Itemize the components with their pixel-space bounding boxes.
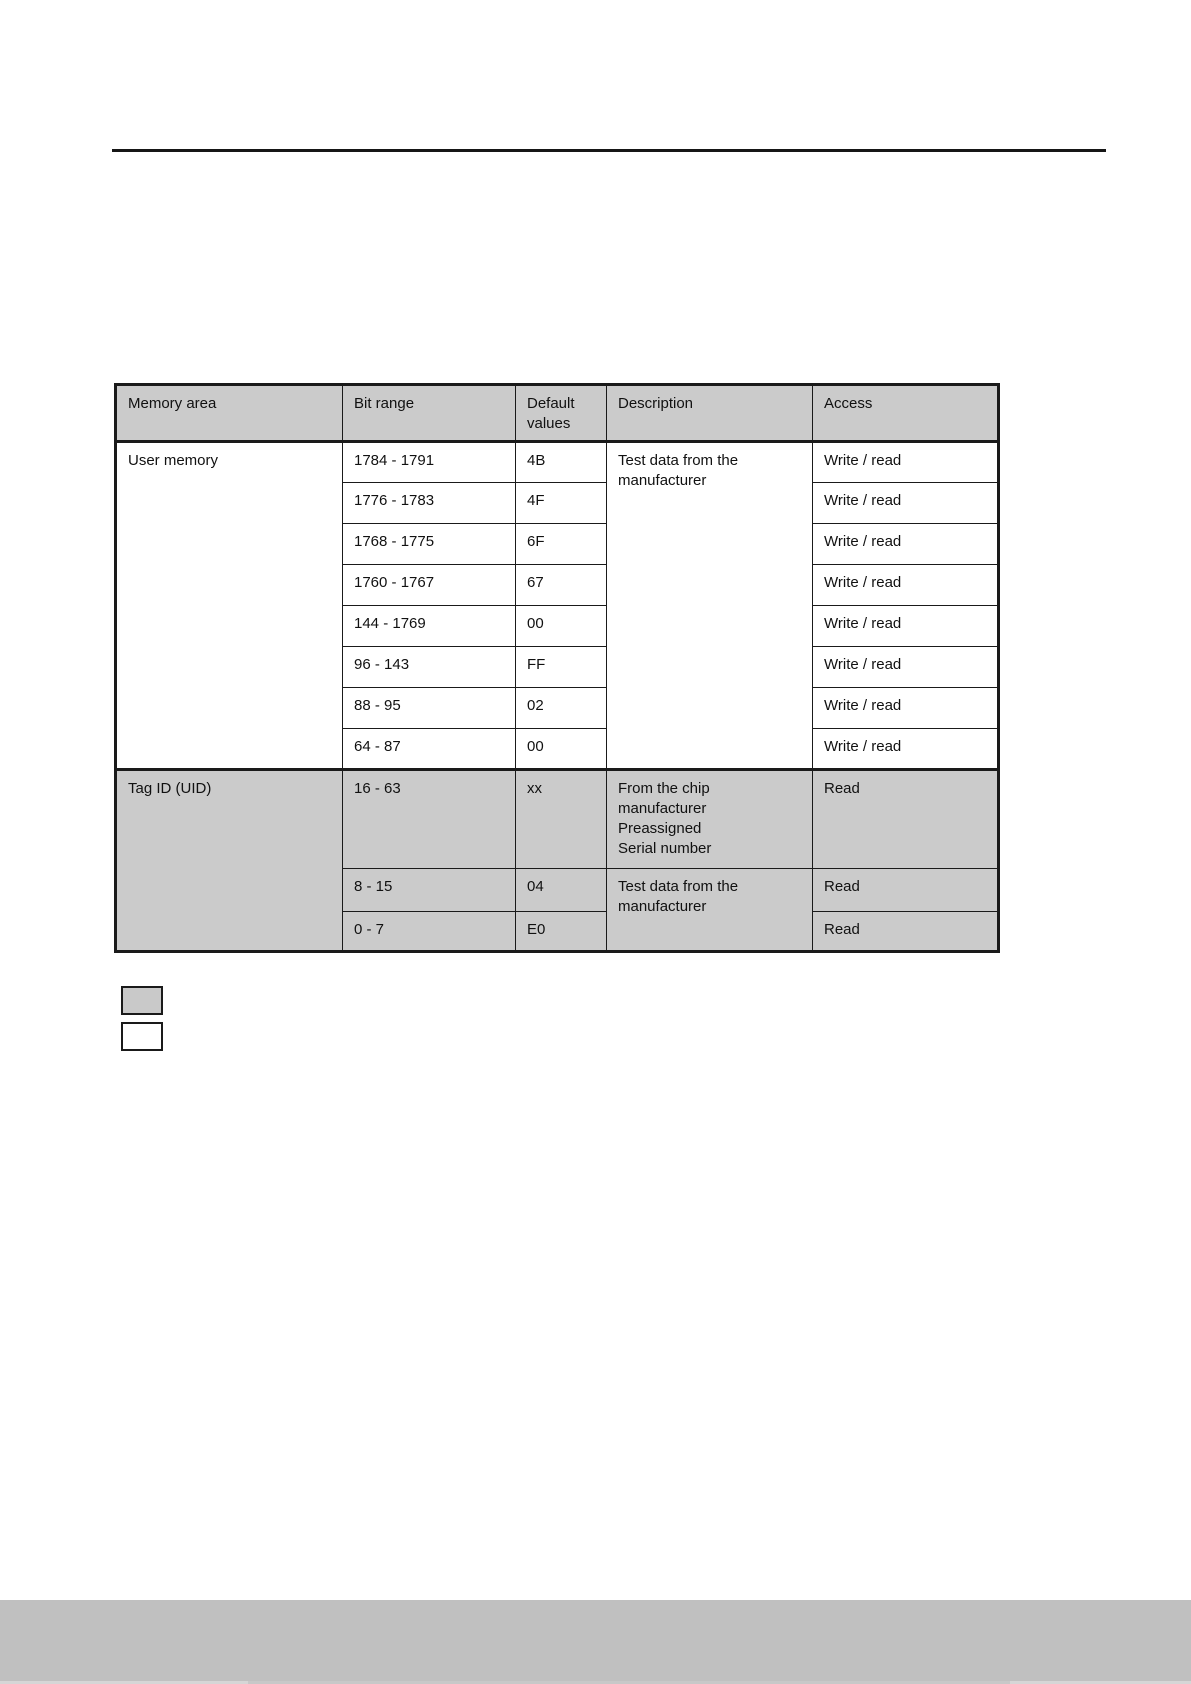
cell-access: Read: [813, 869, 999, 912]
description-line: From the chip: [618, 780, 710, 797]
cell-description: Test data from the manufacturer: [607, 442, 813, 770]
description-line: Preassigned: [618, 820, 702, 837]
table-row: [116, 770, 999, 869]
cell-bit-range: 16 - 63: [343, 770, 516, 869]
cell-bit-range: 1784 - 1791: [343, 442, 516, 483]
cell-access: Write / read: [813, 442, 999, 483]
cell-default-values: 6F: [516, 524, 607, 565]
cell-bit-range: 8 - 15: [343, 869, 516, 912]
header-cell-default-values: Default values: [516, 385, 607, 442]
header-cell-memory-area: Memory area: [116, 385, 343, 442]
legend-swatch-unshaded: [121, 1022, 163, 1051]
memory-table: [114, 383, 1000, 953]
cell-default-values: 00: [516, 729, 607, 770]
legend-swatch-shaded: [121, 986, 163, 1015]
cell-bit-range: 96 - 143: [343, 647, 516, 688]
cell-access: Write / read: [813, 524, 999, 565]
cell-default-values: 4B: [516, 442, 607, 483]
header-rule: [112, 149, 1106, 152]
cell-access: Read: [813, 912, 999, 952]
cell-default-values: 00: [516, 606, 607, 647]
cell-bit-range: 1760 - 1767: [343, 565, 516, 606]
cell-access: Read: [813, 770, 999, 869]
cell-default-values: E0: [516, 912, 607, 952]
cell-bit-range: 144 - 1769: [343, 606, 516, 647]
cell-description: [607, 770, 813, 869]
cell-memory-area: User memory: [116, 442, 343, 770]
cell-default-values: 67: [516, 565, 607, 606]
table-header-row: [116, 385, 999, 442]
cell-default-values: FF: [516, 647, 607, 688]
cell-access: Write / read: [813, 688, 999, 729]
cell-access: Write / read: [813, 606, 999, 647]
cell-default-values: 02: [516, 688, 607, 729]
cell-default-values: 04: [516, 869, 607, 912]
footer-band: [0, 1600, 1191, 1684]
cell-access: Write / read: [813, 729, 999, 770]
cell-bit-range: 0 - 7: [343, 912, 516, 952]
cell-bit-range: 1776 - 1783: [343, 483, 516, 524]
cell-default-values: xx: [516, 770, 607, 869]
header-cell-description: Description: [607, 385, 813, 442]
table-head: [116, 385, 999, 442]
cell-description: Test data from the manufacturer: [607, 869, 813, 952]
header-cell-access: Access: [813, 385, 999, 442]
memory-table-container: [114, 383, 1000, 953]
description-line: manufacturer: [618, 800, 707, 817]
description-line: Serial number: [618, 840, 712, 857]
header-cell-bit-range: Bit range: [343, 385, 516, 442]
cell-memory-area: Tag ID (UID): [116, 770, 343, 952]
cell-bit-range: 64 - 87: [343, 729, 516, 770]
cell-default-values: 4F: [516, 483, 607, 524]
cell-access: Write / read: [813, 483, 999, 524]
cell-bit-range: 1768 - 1775: [343, 524, 516, 565]
cell-access: Write / read: [813, 647, 999, 688]
table-row: [116, 442, 999, 483]
cell-bit-range: 88 - 95: [343, 688, 516, 729]
cell-access: Write / read: [813, 565, 999, 606]
table-body: [116, 442, 999, 952]
